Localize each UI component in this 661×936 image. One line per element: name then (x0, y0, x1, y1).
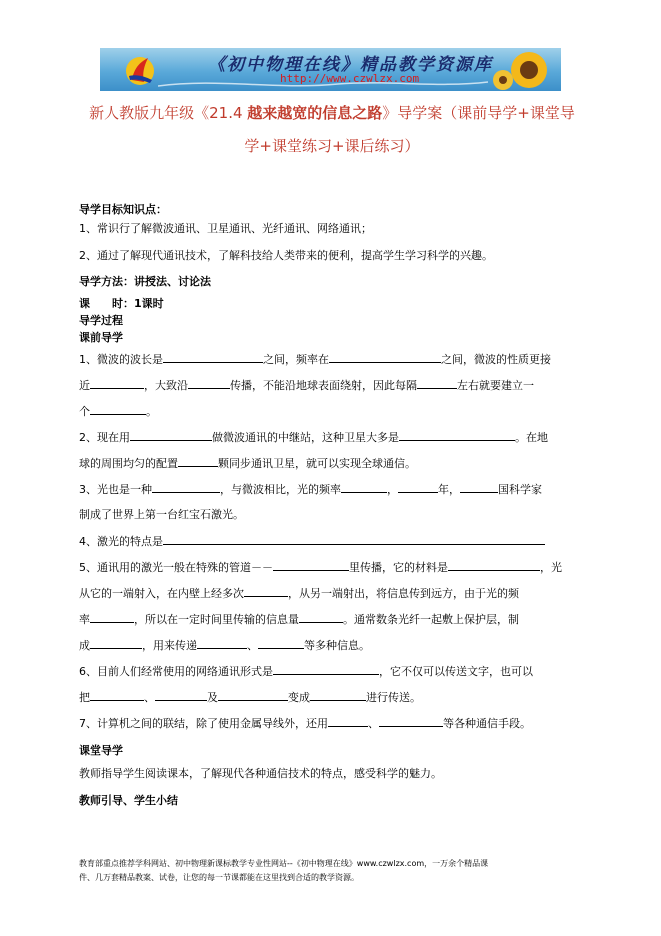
document-title-line2: 学+课堂练习+课后练习） (244, 137, 420, 155)
pre-class-heading: 课前导学 (79, 331, 123, 344)
question-5-line-1: 5、通讯用的激光一般在特殊的管道－－ 里传播，它的材料是 ，光 (79, 561, 562, 574)
in-class-text: 教师指导学生阅读课本，了解现代各种通信技术的特点，感受科学的魅力。 (79, 767, 442, 780)
answer-blank[interactable] (398, 481, 438, 493)
answer-blank[interactable] (258, 637, 304, 649)
question-3-line-1: 3、光也是一种 ，与微波相比，光的频率 ， 年， 国科学家 (79, 483, 542, 496)
answer-blank[interactable] (152, 481, 220, 493)
question-7: 7、计算机之间的联结，除了使用金属导线外，还用 、 等各种通信手段。 (79, 717, 531, 730)
answer-blank[interactable] (379, 715, 443, 727)
method-line: 导学方法：讲授法、讨论法 (79, 275, 211, 288)
answer-blank[interactable] (417, 377, 457, 389)
banner-url[interactable]: http://www.czwlzx.com (280, 72, 420, 85)
answer-blank[interactable] (244, 585, 288, 597)
answer-blank[interactable] (90, 377, 144, 389)
answer-blank[interactable] (341, 481, 387, 493)
banner-title: 《初中物理在线》精品教学资源库 (208, 55, 493, 75)
answer-blank[interactable] (163, 351, 263, 363)
answer-blank[interactable] (178, 455, 218, 467)
answer-blank[interactable] (299, 611, 343, 623)
question-3-line-2: 制成了世界上第一台红宝石激光。 (79, 508, 244, 521)
answer-blank[interactable] (130, 429, 212, 441)
header-banner (100, 48, 561, 91)
answer-blank[interactable] (197, 637, 247, 649)
answer-blank[interactable] (90, 637, 142, 649)
answer-blank[interactable] (329, 351, 441, 363)
goals-heading: 导学目标知识点： (79, 203, 167, 216)
answer-blank[interactable] (90, 403, 146, 415)
question-2-line-1: 2、现在用 做微波通讯的中继站，这种卫星大多是 。在地 (79, 431, 548, 444)
question-5-line-4: 成 ，用来传递 、 等多种信息。 (79, 639, 370, 652)
site-logo-icon (124, 54, 156, 86)
answer-blank[interactable] (90, 689, 144, 701)
document-title: 新人教版九年级《21.4 越来越宽的信息之路》导学案（课前导学+课堂导 (89, 104, 575, 122)
footer-line-1: 教育部重点推荐学科网站、初中物理新课标教学专业性网站--《初中物理在线》www.czwlzx.com，一万余个精品课 (79, 859, 489, 868)
wave-decoration-icon (158, 78, 488, 90)
goal-2: 2、通过了解现代通讯技术，了解科技给人类带来的便利，提高学生学习科学的兴趣。 (79, 249, 493, 262)
question-1-line-1: 1、微波的波长是 之间，频率在 之间，微波的性质更接 (79, 353, 551, 366)
question-5-line-3: 率 ，所以在一定时间里传输的信息量 。通常数条光纤一起敷上保护层，制 (79, 613, 519, 626)
question-2-line-2: 球的周围均匀的配置 颗同步通讯卫星，就可以实现全球通信。 (79, 457, 416, 470)
question-1-line-3: 个 。 (79, 405, 157, 418)
answer-blank[interactable] (328, 715, 368, 727)
answer-blank[interactable] (448, 559, 540, 571)
answer-blank[interactable] (310, 689, 366, 701)
question-4: 4、激光的特点是 (79, 533, 545, 550)
answer-blank[interactable] (188, 377, 230, 389)
sunflower-icon (493, 50, 555, 90)
process-heading: 导学过程 (79, 314, 123, 327)
question-6-line-2: 把 、 及 变成 进行传送。 (79, 691, 421, 704)
question-5-line-2: 从它的一端射入，在内壁上经多次 ，从另一端射出，将信息传到远方，由于光的频 (79, 587, 519, 600)
footer-note (79, 857, 599, 885)
period-line: 课 时：1课时 (79, 297, 164, 310)
question-6-line-1: 6、目前人们经常使用的网络通讯形式是 ，它不仅可以传送文字，也可以 (79, 665, 533, 678)
answer-blank[interactable] (273, 663, 379, 675)
answer-blank[interactable] (273, 559, 349, 571)
question-1-line-2: 近 ，大致沿 传播，不能沿地球表面绕射，因此每隔 左右就要建立一 (79, 379, 534, 392)
answer-blank[interactable] (218, 689, 288, 701)
in-class-heading: 课堂导学 (79, 744, 123, 757)
footer-line-2: 件、几万套精品教案、试卷，让您的每一节课都能在这里找到合适的教学资源。 (79, 873, 359, 882)
answer-blank[interactable] (163, 533, 545, 545)
teacher-guide-heading: 教师引导、学生小结 (79, 794, 178, 807)
goal-1: 1、常识行了解微波通讯、卫星通讯、光纤通讯、网络通讯； (79, 222, 372, 235)
answer-blank[interactable] (155, 689, 207, 701)
answer-blank[interactable] (460, 481, 498, 493)
answer-blank[interactable] (90, 611, 134, 623)
answer-blank[interactable] (399, 429, 515, 441)
